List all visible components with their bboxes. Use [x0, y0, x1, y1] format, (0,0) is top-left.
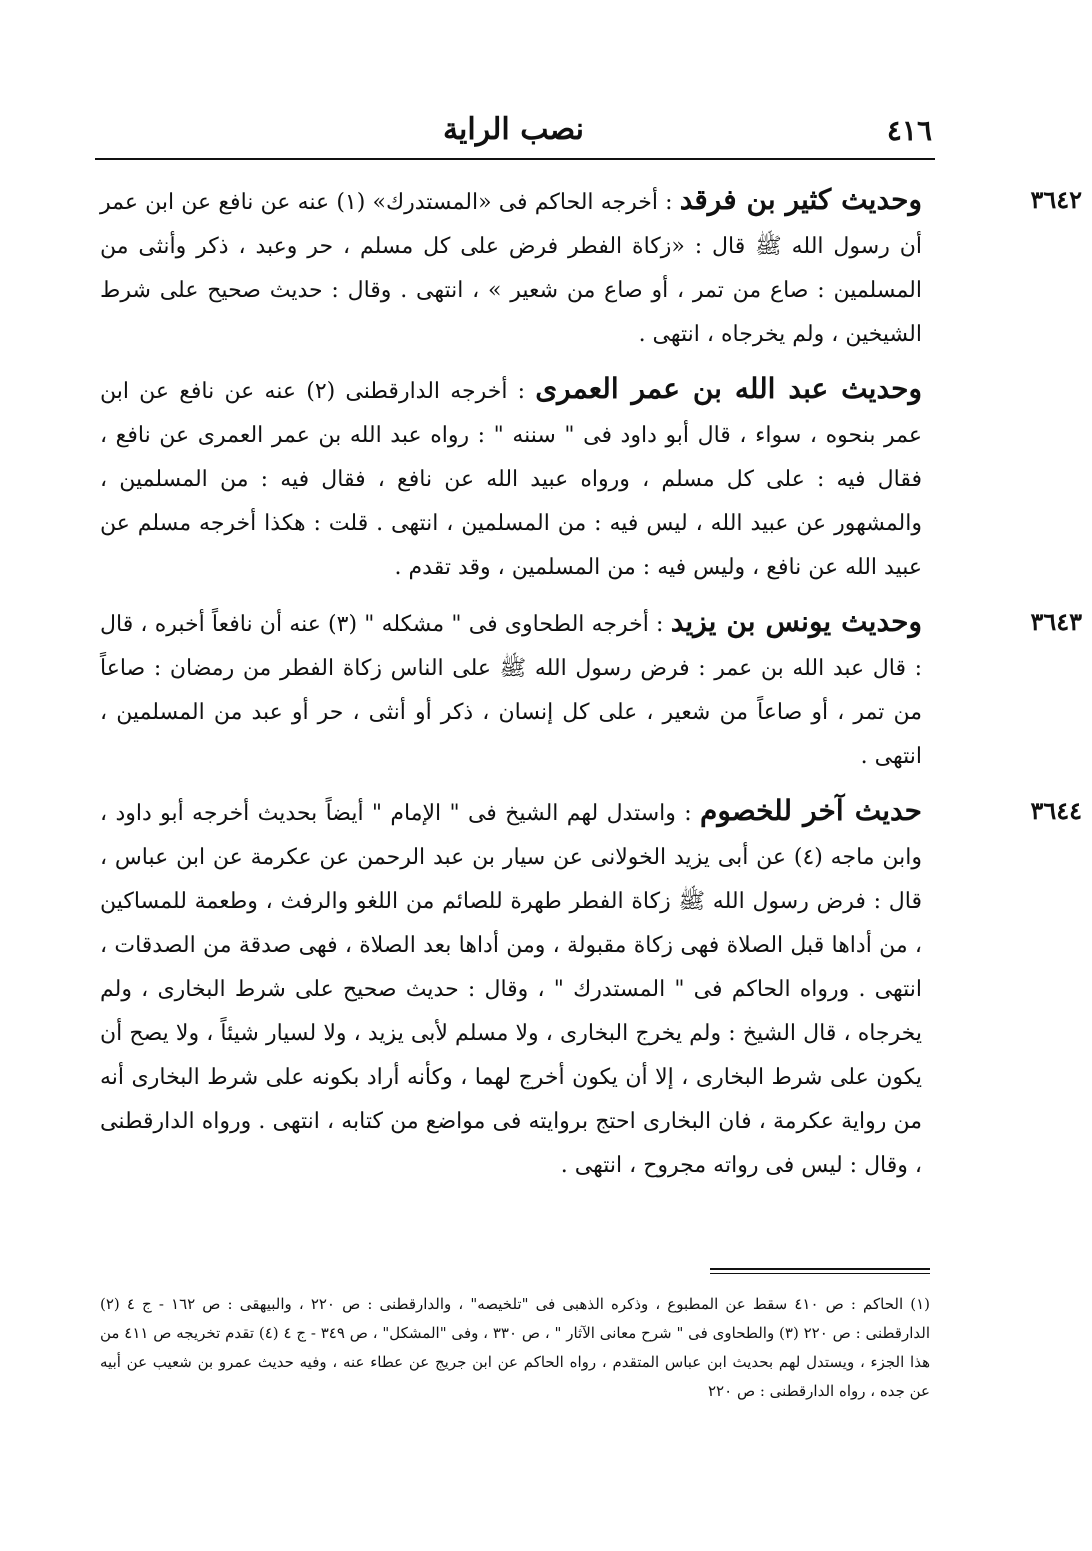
footnote-rule — [710, 1273, 930, 1274]
hadith-entry — [100, 789, 1082, 1188]
entry-text: : أخرجه الحاكم فى «المستدرك» (١) عنه عن نافع عن ابن عمر أن رسول الله ﷺ قال : «زكاة الفطر فرض على كل مسلم ، حر وعبد ، ذكر وأنثى من المسلمين : صاع من تمر ، أو صاع من شعير » ، انتهى . وقال : حديث صحيح على شرط الشيخين ، ولم يخرجاه ، انتهى . — [100, 190, 922, 347]
entry-number: ٣٦٤٣ — [1030, 607, 1082, 636]
entry-text: : واستدل لهم الشيخ فى " الإمام " أيضاً بحديث أخرجه أبو داود ، وابن ماجه (٤) عن أبى يزيد الخولانى عن سيار بن عبد الرحمن عن عكرمة عن ابن عباس ، قال : فرض رسول الله ﷺ زكاة الفطر طهرة للصائم من اللغو والرفث ، وطعمة للمساكين ، من أداها قبل الصلاة فهى زكاة مقبولة ، ومن أداها بعد الصلاة ، فهى صدقة من الصدقات ، انتهى . ورواه الحاكم فى " المستدرك " ، وقال : حديث صحيح على شرط البخارى ، ولم يخرجاه ، قال الشيخ : ولم يخرج البخارى ، ولا مسلم لأبى يزيد ، ولا لسيار شيئاً ، ولا يصح أن يكون على شرط البخارى ، إلا أن يكون أخرج لهما ، وكأنه أراد بكونه على شرط البخارى أنه من رواية عكرمة ، فان البخارى احتج بروايته فى مواضع من كتابه ، انتهى . ورواه الدارقطنى ، وقال : ليس فى رواته مجروح ، انتهى . — [100, 801, 922, 1178]
footnote-text: (١) الحاكم : ص ٤١٠ سقط عن المطبوع ، وذكره الذهبى فى "تلخيصه" ، والدارقطنى : ص ٢٢٠ ، والبيهقى : ص ١٦٢ - ج ٤ (٢) الدارقطنى : ص ٢٢٠ (٣) والطحاوى فى " شرح معانى الآثار " ، ص ٣٣٠ ، وفى "المشكل" ، ص ٣٤٩ - ج ٤ (٤) تقدم تخريجه ص ٤١١ من هذا الجزء ، ويستدل لهم بحديث ابن عباس المتقدم ، رواه الحاكم عن ابن جريج عن عطاء عنه ، وفيه حديث عمرو بن شعيب عن أبيه عن جده ، رواه الدارقطنى : ص ٢٢٠ — [100, 1295, 931, 1400]
page-number: ٤١٦ — [886, 114, 932, 147]
running-title: نصب الراية — [442, 112, 585, 147]
entry-text: : أخرجه الدارقطنى (٢) عنه عن نافع عن ابن عمر بنحوه ، سواء ، قال أبو داود فى " سننه " : رواه عبد الله بن عمر العمرى عن نافع ، فقال فيه : على كل مسلم ، ورواه عبيد الله عن نافع ، فقال فيه : من المسلمين ، والمشهور عن عبيد الله ، ليس فيه : من المسلمين ، انتهى . قلت : هكذا أخرجه مسلم عن عبيد الله عن نافع ، وليس فيه : من المسلمين ، وقد تقدم . — [100, 379, 922, 580]
footnotes — [100, 1290, 930, 1406]
header-rule — [95, 158, 935, 160]
hadith-entry — [100, 600, 1082, 779]
entry-number: ٣٦٤٢ — [1030, 185, 1082, 214]
page-header — [95, 108, 932, 156]
main-text — [100, 178, 1082, 1198]
entry-lead: وحديث كثير بن فرقد — [679, 183, 923, 216]
entry-number: ٣٦٤٤ — [1030, 796, 1082, 825]
hadith-entry — [100, 178, 1082, 357]
footnote-rule — [710, 1268, 930, 1270]
entry-lead: وحديث عبد الله بن عمر العمرى — [535, 372, 922, 405]
entry-text: : أخرجه الطحاوى فى " مشكله " (٣) عنه أن نافعاً أخبره ، قال : قال عبد الله بن عمر : فرض رسول الله ﷺ على الناس زكاة الفطر من رمضان : صاعاً من تمر ، أو صاعاً من شعير ، على كل إنسان ، ذكر أو أنثى ، حر أو عبد من المسلمين ، انتهى . — [100, 612, 922, 769]
entry-lead: حديث آخر للخصوم — [700, 794, 922, 827]
entry-lead: وحديث يونس بن يزيد — [670, 605, 922, 638]
hadith-entry — [100, 367, 922, 590]
